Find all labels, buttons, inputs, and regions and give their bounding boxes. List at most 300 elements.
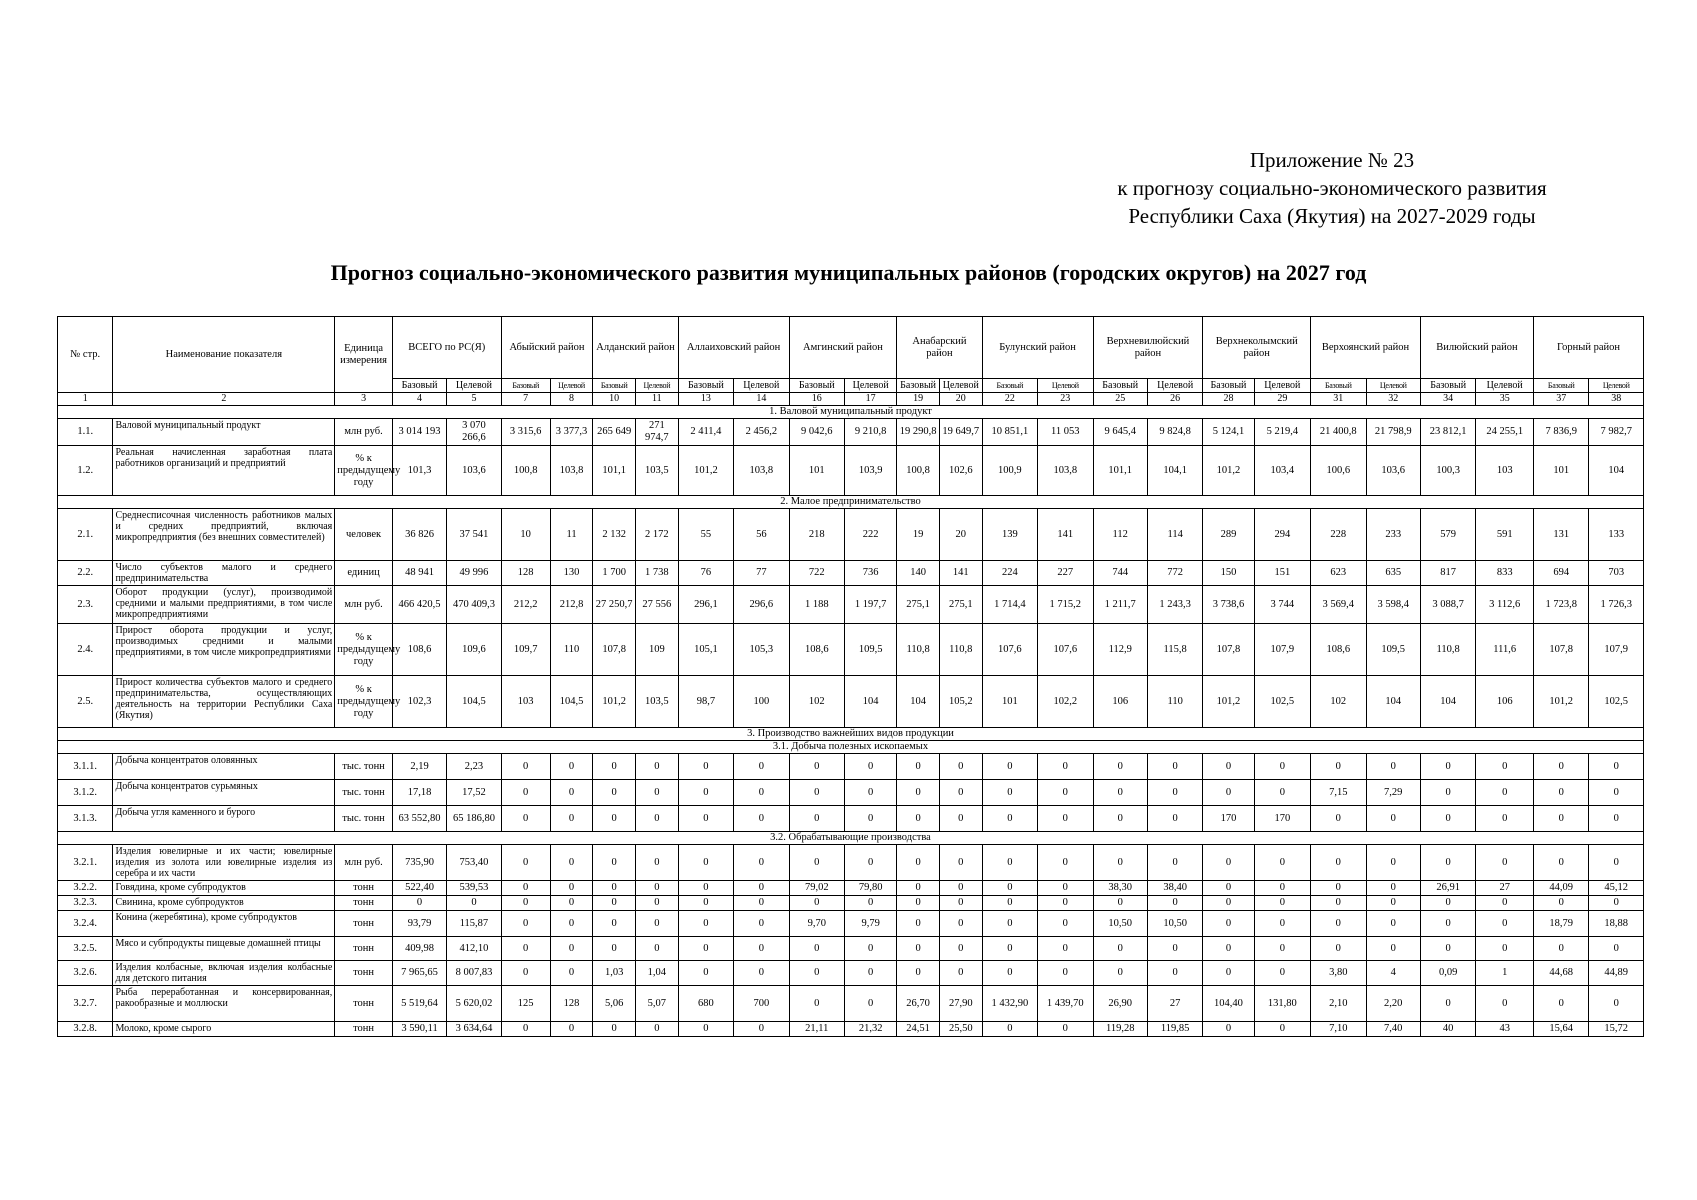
value-base: 722 [789, 561, 844, 586]
subheader-target: Целевой [1147, 379, 1202, 393]
value-target: 0 [845, 986, 897, 1022]
value-base: 107,8 [1203, 624, 1254, 676]
value-base: 119,28 [1093, 1022, 1147, 1037]
value-base: 0 [501, 780, 550, 806]
value-base: 100,6 [1311, 446, 1366, 496]
value-base: 0 [593, 911, 636, 937]
value-base: 0 [897, 961, 940, 986]
value-base: 139 [982, 509, 1037, 561]
value-target: 11 053 [1038, 419, 1093, 446]
value-base: 2,19 [392, 754, 446, 780]
value-target: 119,85 [1147, 1022, 1202, 1037]
value-target: 25,50 [939, 1022, 982, 1037]
value-target: 0 [939, 911, 982, 937]
value-target: 10,50 [1147, 911, 1202, 937]
value-base: 100,9 [982, 446, 1037, 496]
value-base: 104 [1420, 676, 1475, 728]
value-target: 753,40 [447, 845, 501, 881]
value-base: 0 [897, 896, 940, 911]
value-base: 0 [1203, 911, 1254, 937]
value-target: 7,29 [1366, 780, 1420, 806]
table-row [58, 937, 1644, 961]
value-target: 102,5 [1254, 676, 1311, 728]
row-number: 2.5. [58, 676, 113, 728]
value-target: 227 [1038, 561, 1093, 586]
unit-cell: тонн [335, 961, 393, 986]
value-target: 0 [636, 896, 679, 911]
value-target: 0 [1038, 780, 1093, 806]
table-row [58, 845, 1644, 881]
value-target: 18,88 [1589, 911, 1644, 937]
value-target: 0 [1589, 806, 1644, 832]
value-base: 110,8 [1420, 624, 1475, 676]
value-target: 100 [734, 676, 789, 728]
row-number: 3.1.3. [58, 806, 113, 832]
value-target: 141 [1038, 509, 1093, 561]
value-target: 1 738 [636, 561, 679, 586]
value-base: 9 645,4 [1093, 419, 1147, 446]
value-base: 0 [678, 806, 733, 832]
value-base: 0 [678, 881, 733, 896]
table-row [58, 780, 1644, 806]
value-target: 103,8 [1038, 446, 1093, 496]
col-header-group: Вилюйский район [1420, 317, 1533, 379]
unit-cell: тонн [335, 911, 393, 937]
value-base: 0 [1203, 1022, 1254, 1037]
value-base: 0 [1420, 806, 1475, 832]
value-target: 104,1 [1147, 446, 1202, 496]
value-base: 218 [789, 509, 844, 561]
section-row [58, 832, 1644, 845]
value-target: 107,6 [1038, 624, 1093, 676]
column-number: 31 [1311, 393, 1366, 406]
subheader-target: Целевой [1254, 379, 1311, 393]
value-base: 0 [501, 961, 550, 986]
col-header-num: № стр. [58, 317, 113, 393]
table-row [58, 419, 1644, 446]
value-target: 77 [734, 561, 789, 586]
value-base: 0 [678, 780, 733, 806]
value-base: 101,2 [1203, 446, 1254, 496]
value-base: 0 [1311, 845, 1366, 881]
unit-cell: единиц [335, 561, 393, 586]
column-number: 8 [550, 393, 593, 406]
value-target: 104,5 [550, 676, 593, 728]
value-target: 0 [1254, 961, 1311, 986]
value-target: 0 [1147, 896, 1202, 911]
value-base: 107,6 [982, 624, 1037, 676]
value-base: 101,2 [1533, 676, 1588, 728]
column-number: 22 [982, 393, 1037, 406]
value-base: 27 250,7 [593, 586, 636, 624]
column-number: 35 [1476, 393, 1534, 406]
value-target: 0 [636, 937, 679, 961]
col-header-name: Наименование показателя [113, 317, 335, 393]
value-target: 539,53 [447, 881, 501, 896]
column-number: 2 [113, 393, 335, 406]
value-base: 0 [1203, 780, 1254, 806]
value-target: 0 [1589, 754, 1644, 780]
col-header-group: Абыйский район [501, 317, 593, 379]
col-header-group: Амгинский район [789, 317, 897, 379]
value-base: 9 042,6 [789, 419, 844, 446]
value-target: 0 [734, 881, 789, 896]
value-target: 0 [1476, 937, 1534, 961]
value-target: 0 [550, 896, 593, 911]
value-target: 9,79 [845, 911, 897, 937]
value-base: 112,9 [1093, 624, 1147, 676]
value-base: 817 [1420, 561, 1475, 586]
column-number: 10 [593, 393, 636, 406]
value-target: 27 556 [636, 586, 679, 624]
subheader-target: Целевой [734, 379, 789, 393]
value-base: 0 [982, 937, 1037, 961]
unit-cell: тонн [335, 1022, 393, 1037]
value-target: 1 715,2 [1038, 586, 1093, 624]
value-base: 0 [982, 754, 1037, 780]
indicator-name: Свинина, кроме субпродуктов [113, 896, 335, 911]
value-target: 109,6 [447, 624, 501, 676]
value-base: 0 [593, 780, 636, 806]
value-base: 0 [678, 896, 733, 911]
value-base: 623 [1311, 561, 1366, 586]
value-target: 3 598,4 [1366, 586, 1420, 624]
document-title: Прогноз социально-экономического развития муниципальных районов (городских округов) на 2027 год [330, 260, 1367, 285]
row-number: 3.2.1. [58, 845, 113, 881]
value-target: 470 409,3 [447, 586, 501, 624]
value-base: 1 188 [789, 586, 844, 624]
value-base: 17,18 [392, 780, 446, 806]
value-base: 100,8 [501, 446, 550, 496]
value-base: 0 [1093, 845, 1147, 881]
value-base: 409,98 [392, 937, 446, 961]
value-base: 108,6 [789, 624, 844, 676]
value-target: 0 [1147, 961, 1202, 986]
section-row [58, 406, 1644, 419]
value-base: 48 941 [392, 561, 446, 586]
value-base: 0 [1311, 754, 1366, 780]
unit-cell: тыс. тонн [335, 806, 393, 832]
value-target: 104 [845, 676, 897, 728]
value-target: 0 [636, 754, 679, 780]
col-header-group: Горный район [1533, 317, 1643, 379]
value-base: 44,09 [1533, 881, 1588, 896]
row-number: 3.2.5. [58, 937, 113, 961]
subheader-target: Целевой [636, 379, 679, 393]
value-target: 294 [1254, 509, 1311, 561]
subheader-target: Целевой [939, 379, 982, 393]
value-target: 635 [1366, 561, 1420, 586]
value-base: 0 [897, 845, 940, 881]
value-target: 0 [1366, 806, 1420, 832]
column-number: 19 [897, 393, 940, 406]
value-target: 0 [939, 845, 982, 881]
value-target: 0 [845, 845, 897, 881]
value-target: 110 [1147, 676, 1202, 728]
value-base: 0 [1420, 845, 1475, 881]
column-number: 4 [392, 393, 446, 406]
value-base: 21,11 [789, 1022, 844, 1037]
value-base: 0 [982, 911, 1037, 937]
value-target: 0 [939, 937, 982, 961]
value-base: 0 [1311, 896, 1366, 911]
value-base: 98,7 [678, 676, 733, 728]
value-base: 101,1 [1093, 446, 1147, 496]
value-target: 0 [734, 845, 789, 881]
value-base: 101 [789, 446, 844, 496]
value-target: 107,9 [1254, 624, 1311, 676]
value-base: 0 [501, 896, 550, 911]
value-base: 1,03 [593, 961, 636, 986]
subheader-base: Базовый [678, 379, 733, 393]
value-base: 101 [982, 676, 1037, 728]
value-target: 0 [1038, 806, 1093, 832]
unit-cell: % к предыдущему году [335, 446, 393, 496]
value-base: 79,02 [789, 881, 844, 896]
value-target: 0 [734, 896, 789, 911]
value-target: 1 [1476, 961, 1534, 986]
value-base: 125 [501, 986, 550, 1022]
indicator-name: Рыба переработанная и консервированная, ракообразные и моллюски [113, 986, 335, 1022]
value-base: 0 [501, 1022, 550, 1037]
indicator-name: Конина (жеребятина), кроме субпродуктов [113, 911, 335, 937]
value-base: 289 [1203, 509, 1254, 561]
value-target: 0 [845, 780, 897, 806]
value-base: 170 [1203, 806, 1254, 832]
subheader-base: Базовый [789, 379, 844, 393]
value-base: 40 [1420, 1022, 1475, 1037]
value-target: 27 [1147, 986, 1202, 1022]
value-base: 5 519,64 [392, 986, 446, 1022]
unit-cell: человек [335, 509, 393, 561]
unit-cell: млн руб. [335, 845, 393, 881]
value-base: 100,3 [1420, 446, 1475, 496]
value-target: 2,20 [1366, 986, 1420, 1022]
value-target: 0 [1589, 896, 1644, 911]
value-base: 275,1 [897, 586, 940, 624]
col-header-unit: Единица измерения [335, 317, 393, 393]
value-base: 3 738,6 [1203, 586, 1254, 624]
value-target: 3 377,3 [550, 419, 593, 446]
column-number: 14 [734, 393, 789, 406]
row-number: 3.1.2. [58, 780, 113, 806]
value-target: 212,8 [550, 586, 593, 624]
value-base: 38,30 [1093, 881, 1147, 896]
value-target: 56 [734, 509, 789, 561]
subheader-base: Базовый [1311, 379, 1366, 393]
subheader-base: Базовый [1093, 379, 1147, 393]
value-base: 0 [1093, 806, 1147, 832]
value-target: 0 [1254, 881, 1311, 896]
indicator-name: Число субъектов малого и среднего предпринимательства [113, 561, 335, 586]
value-target: 44,89 [1589, 961, 1644, 986]
value-target: 2 172 [636, 509, 679, 561]
column-number: 3 [335, 393, 393, 406]
value-base: 228 [1311, 509, 1366, 561]
value-target: 0 [939, 961, 982, 986]
value-target: 115,8 [1147, 624, 1202, 676]
value-base: 0 [982, 845, 1037, 881]
subheader-base: Базовый [501, 379, 550, 393]
value-target: 103,8 [734, 446, 789, 496]
value-base: 0 [982, 961, 1037, 986]
value-base: 0 [678, 1022, 733, 1037]
value-base: 0 [1533, 986, 1588, 1022]
value-target: 0 [939, 881, 982, 896]
value-base: 0 [789, 754, 844, 780]
column-number: 34 [1420, 393, 1475, 406]
value-target: 0 [845, 937, 897, 961]
value-target: 170 [1254, 806, 1311, 832]
value-base: 0 [982, 780, 1037, 806]
value-target: 0 [550, 961, 593, 986]
value-base: 0,09 [1420, 961, 1475, 986]
value-target: 0 [550, 780, 593, 806]
value-base: 76 [678, 561, 733, 586]
value-base: 1 723,8 [1533, 586, 1588, 624]
value-target: 104 [1366, 676, 1420, 728]
value-base: 3 569,4 [1311, 586, 1366, 624]
value-target: 0 [636, 806, 679, 832]
subheader-base: Базовый [1533, 379, 1588, 393]
column-number: 23 [1038, 393, 1093, 406]
value-target: 0 [1476, 896, 1534, 911]
value-base: 93,79 [392, 911, 446, 937]
column-number: 5 [447, 393, 501, 406]
value-target: 0 [1254, 1022, 1311, 1037]
subheader-base: Базовый [982, 379, 1037, 393]
value-target: 736 [845, 561, 897, 586]
value-base: 0 [1420, 911, 1475, 937]
value-base: 10 851,1 [982, 419, 1037, 446]
value-target: 703 [1589, 561, 1644, 586]
value-base: 0 [678, 961, 733, 986]
value-base: 0 [1420, 754, 1475, 780]
col-header-group: Булунский район [982, 317, 1093, 379]
value-base: 0 [593, 937, 636, 961]
value-target: 233 [1366, 509, 1420, 561]
value-target: 27,90 [939, 986, 982, 1022]
value-target: 102,5 [1589, 676, 1644, 728]
unit-cell: тыс. тонн [335, 754, 393, 780]
value-base: 0 [897, 780, 940, 806]
table-row [58, 911, 1644, 937]
value-target: 0 [1476, 806, 1534, 832]
row-number: 3.2.7. [58, 986, 113, 1022]
table-row [58, 754, 1644, 780]
value-base: 0 [1533, 806, 1588, 832]
subheader-base: Базовый [897, 379, 940, 393]
value-target: 0 [636, 845, 679, 881]
value-base: 0 [982, 896, 1037, 911]
value-target: 0 [1476, 780, 1534, 806]
appendix-number: Приложение № 23 [1249, 148, 1415, 172]
value-base: 101,2 [593, 676, 636, 728]
value-target: 0 [939, 896, 982, 911]
value-base: 110,8 [897, 624, 940, 676]
value-base: 106 [1093, 676, 1147, 728]
column-number: 38 [1589, 393, 1644, 406]
value-base: 0 [1311, 911, 1366, 937]
value-target: 3 112,6 [1476, 586, 1534, 624]
value-base: 9,70 [789, 911, 844, 937]
value-target: 0 [845, 754, 897, 780]
value-base: 23 812,1 [1420, 419, 1475, 446]
value-base: 102,3 [392, 676, 446, 728]
value-target: 104,5 [447, 676, 501, 728]
value-target: 0 [1147, 845, 1202, 881]
value-target: 0 [447, 896, 501, 911]
column-number: 29 [1254, 393, 1311, 406]
unit-cell: тыс. тонн [335, 780, 393, 806]
value-target: 0 [1254, 896, 1311, 911]
row-number: 3.2.3. [58, 896, 113, 911]
row-number: 3.2.2. [58, 881, 113, 896]
value-base: 3,80 [1311, 961, 1366, 986]
col-header-group: Алданский район [593, 317, 678, 379]
value-base: 0 [1420, 780, 1475, 806]
value-base: 0 [593, 754, 636, 780]
appendix-subtitle-2: Республики Саха (Якутия) на 2027-2029 годы [1128, 204, 1536, 228]
value-target: 43 [1476, 1022, 1534, 1037]
table-row [58, 676, 1644, 728]
value-target: 0 [550, 806, 593, 832]
value-target: 0 [734, 806, 789, 832]
value-base: 10,50 [1093, 911, 1147, 937]
value-base: 3 014 193 [392, 419, 446, 446]
value-base: 7,10 [1311, 1022, 1366, 1037]
value-target: 0 [636, 911, 679, 937]
value-target: 0 [1038, 1022, 1093, 1037]
value-target: 141 [939, 561, 982, 586]
value-base: 109,7 [501, 624, 550, 676]
subheader-base: Базовый [1420, 379, 1475, 393]
value-base: 104,40 [1203, 986, 1254, 1022]
value-target: 5 219,4 [1254, 419, 1311, 446]
value-target: 9 210,8 [845, 419, 897, 446]
col-header-group: Аллаиховский район [678, 317, 789, 379]
subheader-target: Целевой [1589, 379, 1644, 393]
value-target: 0 [550, 1022, 593, 1037]
value-base: 0 [501, 911, 550, 937]
table-row [58, 986, 1644, 1022]
value-base: 100,8 [897, 446, 940, 496]
table-row [58, 624, 1644, 676]
value-base: 1 211,7 [1093, 586, 1147, 624]
value-base: 0 [897, 937, 940, 961]
value-target: 109,5 [1366, 624, 1420, 676]
indicator-name: Добыча концентратов оловянных [113, 754, 335, 780]
subheader-target: Целевой [1476, 379, 1534, 393]
value-base: 140 [897, 561, 940, 586]
row-number: 3.2.6. [58, 961, 113, 986]
value-base: 0 [897, 754, 940, 780]
value-base: 0 [1093, 937, 1147, 961]
value-base: 19 [897, 509, 940, 561]
value-target: 296,6 [734, 586, 789, 624]
value-base: 0 [1203, 961, 1254, 986]
value-target: 0 [939, 780, 982, 806]
value-target: 105,3 [734, 624, 789, 676]
value-target: 131,80 [1254, 986, 1311, 1022]
value-target: 0 [1147, 780, 1202, 806]
value-base: 19 290,8 [897, 419, 940, 446]
value-base: 0 [1533, 896, 1588, 911]
indicator-name: Оборот продукции (услуг), производимой средними и малыми предприятиями, в том числе микропредприятиями [113, 586, 335, 624]
value-target: 3 634,64 [447, 1022, 501, 1037]
value-target: 109,5 [845, 624, 897, 676]
value-base: 101,3 [392, 446, 446, 496]
